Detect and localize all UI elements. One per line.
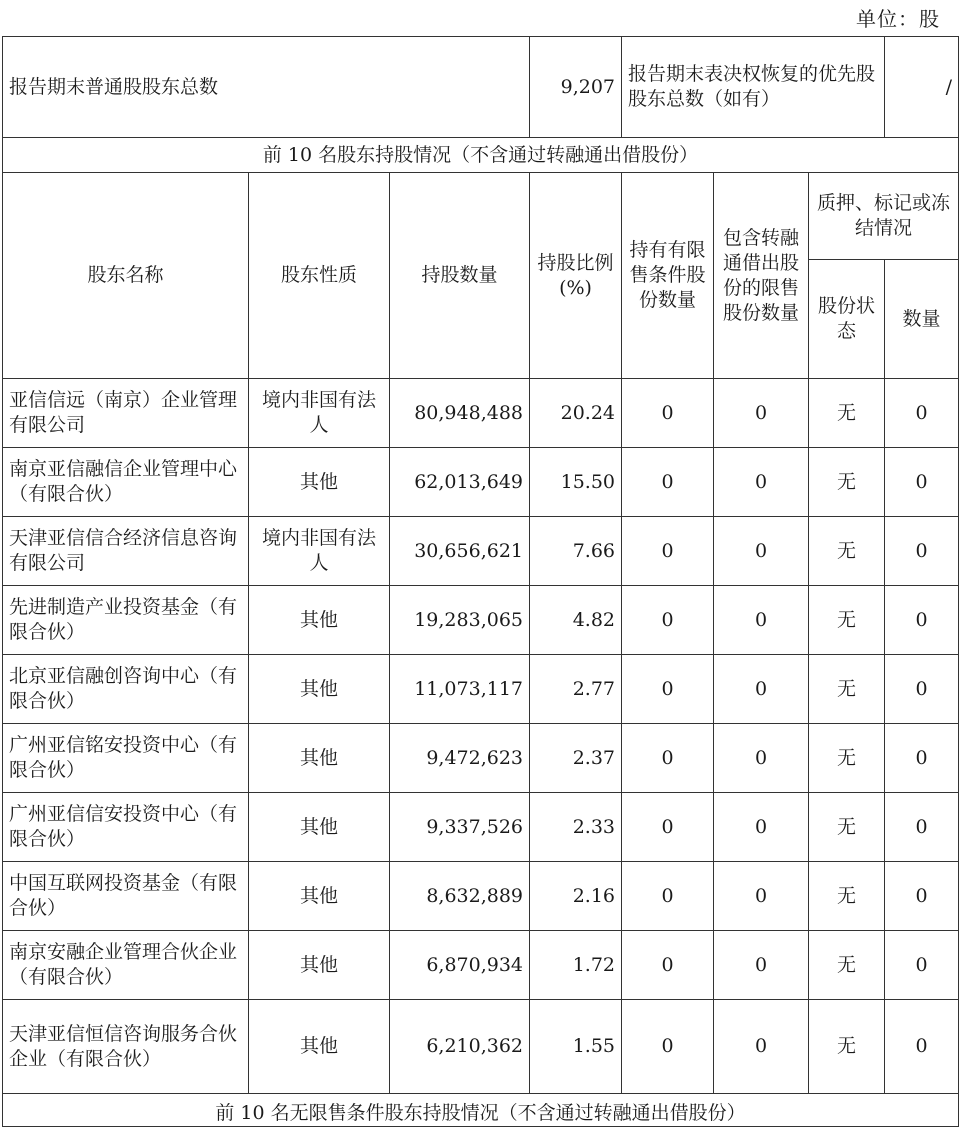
- cell-nature: 其他: [249, 862, 390, 931]
- cell-shares: 19,283,065: [390, 586, 530, 655]
- cell-pledge-amount: 0: [885, 724, 959, 793]
- cell-nature: 境内非国有法人: [249, 517, 390, 586]
- header-pledge-amount: 数量: [885, 260, 959, 379]
- cell-name: 广州亚信信安投资中心（有限合伙）: [3, 793, 249, 862]
- table-row: [3, 586, 959, 655]
- cut-off-title-text: 前 10 名无限售条件股东持股情况（不含通过转融通出借股份）: [215, 1102, 746, 1124]
- table-row: [3, 862, 959, 931]
- cell-pledge-amount: 0: [885, 931, 959, 1000]
- cell-ratio: 2.16: [530, 862, 622, 931]
- header-pledge-status: 股份状态: [809, 260, 885, 379]
- cell-lent-restricted: 0: [714, 517, 809, 586]
- cell-pledge-status: 无: [809, 862, 885, 931]
- shareholder-rows: [3, 379, 959, 1094]
- header-shares: 持股数量: [390, 173, 530, 379]
- cell-pledge-status: 无: [809, 931, 885, 1000]
- cell-lent-restricted: 0: [714, 655, 809, 724]
- cell-nature: 其他: [249, 931, 390, 1000]
- cell-pledge-status: 无: [809, 793, 885, 862]
- cell-name: 南京安融企业管理合伙企业（有限合伙）: [3, 931, 249, 1000]
- cell-nature: 其他: [249, 793, 390, 862]
- cell-pledge-amount: 0: [885, 379, 959, 448]
- cell-nature: 其他: [249, 724, 390, 793]
- cut-off-title: [3, 1094, 959, 1127]
- cell-ratio: 15.50: [530, 448, 622, 517]
- cell-lent-restricted: 0: [714, 1000, 809, 1094]
- table-row: [3, 379, 959, 448]
- header-lent-restricted: 包含转融通借出股份的限售股份数量: [714, 173, 809, 379]
- cell-shares: 11,073,117: [390, 655, 530, 724]
- cell-pledge-amount: 0: [885, 448, 959, 517]
- cell-pledge-amount: 0: [885, 793, 959, 862]
- cell-shares: 80,948,488: [390, 379, 530, 448]
- section-title: 前 10 名股东持股情况（不含通过转融通出借股份）: [3, 138, 959, 173]
- cell-restricted: 0: [622, 655, 714, 724]
- cell-ratio: 7.66: [530, 517, 622, 586]
- cell-pledge-amount: 0: [885, 655, 959, 724]
- cell-lent-restricted: 0: [714, 862, 809, 931]
- cell-restricted: 0: [622, 793, 714, 862]
- cell-pledge-status: 无: [809, 448, 885, 517]
- cell-ratio: 2.33: [530, 793, 622, 862]
- cell-lent-restricted: 0: [714, 724, 809, 793]
- preferred-holders-label: 报告期末表决权恢复的优先股股东总数（如有）: [622, 37, 885, 138]
- cell-nature: 境内非国有法人: [249, 379, 390, 448]
- header-nature: 股东性质: [249, 173, 390, 379]
- cell-lent-restricted: 0: [714, 379, 809, 448]
- cell-pledge-amount: 0: [885, 1000, 959, 1094]
- preferred-holders-value: /: [885, 37, 959, 138]
- cell-pledge-status: 无: [809, 1000, 885, 1094]
- cell-ratio: 20.24: [530, 379, 622, 448]
- table-row: [3, 931, 959, 1000]
- cell-restricted: 0: [622, 862, 714, 931]
- cell-pledge-amount: 0: [885, 517, 959, 586]
- cell-shares: 9,337,526: [390, 793, 530, 862]
- cell-restricted: 0: [622, 1000, 714, 1094]
- cell-restricted: 0: [622, 448, 714, 517]
- total-holders-label: 报告期末普通股股东总数: [3, 37, 530, 138]
- cell-name: 天津亚信信合经济信息咨询有限公司: [3, 517, 249, 586]
- table-row: [3, 448, 959, 517]
- cell-pledge-amount: 0: [885, 862, 959, 931]
- shareholder-table: [2, 36, 959, 1127]
- cut-off-row: [3, 1094, 959, 1127]
- cell-nature: 其他: [249, 1000, 390, 1094]
- cell-lent-restricted: 0: [714, 586, 809, 655]
- table-row: [3, 655, 959, 724]
- cell-name: 广州亚信铭安投资中心（有限合伙）: [3, 724, 249, 793]
- cell-shares: 6,210,362: [390, 1000, 530, 1094]
- cell-pledge-status: 无: [809, 517, 885, 586]
- cell-shares: 6,870,934: [390, 931, 530, 1000]
- cell-shares: 9,472,623: [390, 724, 530, 793]
- cell-lent-restricted: 0: [714, 931, 809, 1000]
- cell-name: 中国互联网投资基金（有限合伙）: [3, 862, 249, 931]
- header-row: [3, 173, 959, 260]
- header-pledge-group: 质押、标记或冻结情况: [809, 173, 959, 260]
- cell-name: 亚信信远（南京）企业管理有限公司: [3, 379, 249, 448]
- cell-ratio: 2.37: [530, 724, 622, 793]
- cell-nature: 其他: [249, 586, 390, 655]
- cell-restricted: 0: [622, 931, 714, 1000]
- table-row: [3, 517, 959, 586]
- cell-name: 先进制造产业投资基金（有限合伙）: [3, 586, 249, 655]
- cell-shares: 62,013,649: [390, 448, 530, 517]
- cell-shares: 30,656,621: [390, 517, 530, 586]
- cell-pledge-status: 无: [809, 724, 885, 793]
- cell-pledge-status: 无: [809, 586, 885, 655]
- table-row: [3, 1000, 959, 1094]
- cell-pledge-status: 无: [809, 655, 885, 724]
- cell-name: 北京亚信融创咨询中心（有限合伙）: [3, 655, 249, 724]
- header-name: 股东名称: [3, 173, 249, 379]
- unit-label: 单位：股: [856, 7, 940, 31]
- cell-nature: 其他: [249, 655, 390, 724]
- cell-restricted: 0: [622, 724, 714, 793]
- cell-restricted: 0: [622, 517, 714, 586]
- cell-lent-restricted: 0: [714, 448, 809, 517]
- header-ratio: 持股比例(%): [530, 173, 622, 379]
- cell-nature: 其他: [249, 448, 390, 517]
- cell-pledge-status: 无: [809, 379, 885, 448]
- header-restricted: 持有有限售条件股份数量: [622, 173, 714, 379]
- table-row: [3, 724, 959, 793]
- cell-name: 南京亚信融信企业管理中心（有限合伙）: [3, 448, 249, 517]
- cell-ratio: 1.72: [530, 931, 622, 1000]
- cell-restricted: 0: [622, 379, 714, 448]
- cell-pledge-amount: 0: [885, 586, 959, 655]
- cell-name: 天津亚信恒信咨询服务合伙企业（有限合伙）: [3, 1000, 249, 1094]
- cell-restricted: 0: [622, 586, 714, 655]
- section-title-row: [3, 138, 959, 173]
- cell-shares: 8,632,889: [390, 862, 530, 931]
- cell-ratio: 4.82: [530, 586, 622, 655]
- cell-ratio: 2.77: [530, 655, 622, 724]
- table-row: [3, 793, 959, 862]
- summary-row: [3, 37, 959, 138]
- total-holders-value: 9,207: [530, 37, 622, 138]
- cell-ratio: 1.55: [530, 1000, 622, 1094]
- cell-lent-restricted: 0: [714, 793, 809, 862]
